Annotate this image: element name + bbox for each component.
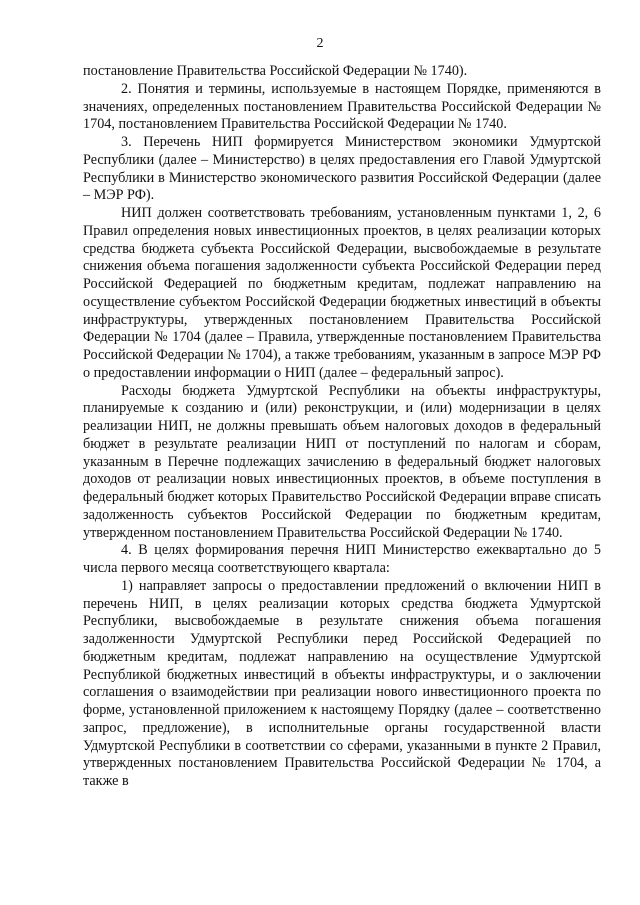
paragraph-nip-requirements: НИП должен соответствовать требованиям, установленным пунктами 1, 2, 6 Правил определения новых инвестиционных проектов, в целях реализации которых средства бюджета субъекта Российской Федерации, высвобождаемые в результате снижения объема погашения задолженности субъекта Российской Федерации перед Российской Федерацией по бюджетным кредитам, подлежат направлению на осуществление субъектом Российской Федерации бюджетных инвестиций в объекты инфраструктуры, утвержденных постановлением Правительства Российской Федерации № 1704 (далее – Правила, утвержденные постановлением Правительства Российской Федерации № 1704), а также требованиям, указанным в запросе МЭР РФ о предоставлении информации о НИП (далее – федеральный запрос). — [83, 205, 601, 381]
page-number: 2 — [316, 36, 324, 51]
document-body — [83, 63, 601, 791]
paragraph-item-2-terms: 2. Понятия и термины, используемые в настоящем Порядке, применяются в значениях, определенных постановлением Правительства Российской Федерации № 1704, постановлением Правительства Российской Федерации № 1740. — [83, 80, 601, 133]
paragraph-subitem-1-requests: 1) направляет запросы о предоставлении предложений о включении НИП в перечень НИП, в целях реализации которых средства бюджета Удмуртской Республики, высвобождаемые в результате снижения объема погашения задолженности Удмуртской Республики перед Российской Федерацией по бюджетным кредитам, подлежат направлению на осуществление Удмуртской Республикой бюджетных инвестиций в объекты инфраструктуры, и о заключении соглашения о взаимодействии при реализации нового инвестиционного проекта по форме, установленной приложением к настоящему Порядку (далее – соответственно запрос, предложение), в исполнительные органы государственной власти Удмуртской Республики в соответствии со сферами, указанными в пункте 2 Правил, утвержденных постановлением Правительства Российской Федерации № 1704, а также в — [83, 577, 601, 789]
paragraph-item-3-list-formation: 3. Перечень НИП формируется Министерством экономики Удмуртской Республики (далее – Министерство) в целях предоставления его Главой Удмуртской Республики в Министерство экономического развития Российской Федерации (далее – МЭР РФ). — [83, 134, 601, 204]
paragraph-item-4-quarterly: 4. В целях формирования перечня НИП Министерство ежеквартально до 5 числа первого месяца соответствующего квартала: — [83, 542, 601, 576]
paragraph-continuation: постановление Правительства Российской Федерации № 1740). — [83, 63, 468, 79]
paragraph-budget-expenses: Расходы бюджета Удмуртской Республики на объекты инфраструктуры, планируемые к созданию и (или) реконструкции, и (или) модернизации в целях реализации НИП, не должны превышать объем налоговых доходов в федеральный бюджет в результате реализации НИП от поступлений по налогам и сборам, указанным в Перечне подлежащих зачислению в федеральный бюджет налоговых доходов от реализации новых инвестиционных проектов, в объеме поступления в федеральный бюджет которых Правительство Российской Федерации вправе списать задолженность субъектов Российской Федерации по бюджетным кредитам, утвержденном постановлением Правительства Российской Федерации № 1740. — [83, 382, 601, 541]
